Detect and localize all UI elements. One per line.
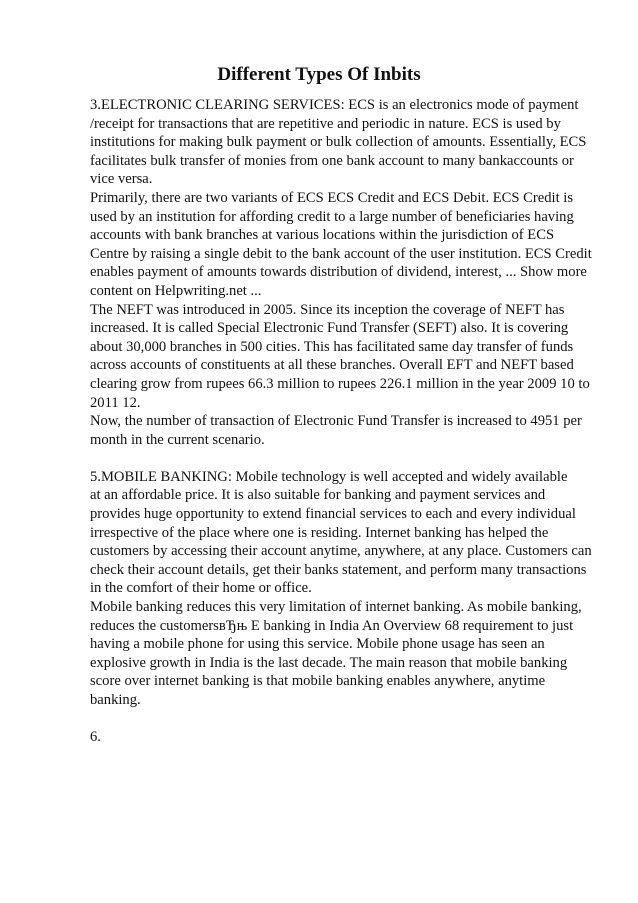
text-line: Mobile banking reduces this very limitation of internet banking. As mobile banking, <box>90 599 582 616</box>
text-line: Primarily, there are two variants of ECS ECS Credit and ECS Debit. ECS Credit is <box>90 189 574 206</box>
text-line: provides huge opportunity to extend financial services to each and every individual <box>90 506 576 523</box>
text-line: facilitates bulk transfer of monies from one bank account to many bankaccounts or <box>90 152 574 169</box>
text-line: explosive growth in India is the last decade. The main reason that mobile banking <box>90 654 568 671</box>
text-line: Now, the number of transaction of Electronic Fund Transfer is increased to 4951 per <box>90 413 582 430</box>
text-line: month in the current scenario. <box>90 431 265 448</box>
text-line: 3.ELECTRONIC CLEARING SERVICES: ECS is an electronics mode of payment <box>90 97 579 113</box>
text-line: 6. <box>90 729 101 746</box>
text-line: irrespective of the place where one is residing. Internet banking has helped the <box>90 524 549 541</box>
text-line: 2011 12. <box>90 394 141 411</box>
text-line: having a mobile phone for using this service. Mobile phone usage has seen an <box>90 636 545 653</box>
section-spacer <box>90 449 600 468</box>
text-section-3 <box>90 728 600 747</box>
text-line: in the comfort of their home or office. <box>90 580 312 597</box>
text-line: 5.MOBILE BANKING: Mobile technology is well accepted and widely available <box>90 468 568 485</box>
text-line: Centre by raising a single debit to the bank account of the user institution. ECS Credit <box>90 245 592 262</box>
text-line: enables payment of amounts towards distribution of dividend, interest, ... Show more <box>90 264 587 281</box>
document-body <box>90 96 600 747</box>
text-section-2 <box>90 468 600 710</box>
text-line: accounts with bank branches at various locations within the jurisdiction of ECS <box>90 227 555 244</box>
section-spacer <box>90 710 600 729</box>
text-line: customers by accessing their account anytime, anywhere, at any place. Customers can <box>90 543 592 560</box>
text-line: used by an institution for affording credit to a large number of beneficiaries having <box>90 208 574 225</box>
text-line: about 30,000 branches in 500 cities. This has facilitated same day transfer of funds <box>90 338 574 355</box>
text-line: banking. <box>90 692 141 708</box>
text-line: across accounts of constituents at all these branches. Overall EFT and NEFT based <box>90 357 574 374</box>
text-line: clearing grow from rupees 66.3 million to rupees 226.1 million in the year 2009 10 to <box>90 375 590 392</box>
text-line: The NEFT was introduced in 2005. Since its inception the coverage of NEFT has <box>90 301 565 318</box>
text-line: vice versa. <box>90 171 153 188</box>
text-line: at an affordable price. It is also suitable for banking and payment services and <box>90 487 546 504</box>
text-line: /receipt for transactions that are repetitive and periodic in nature. ECS is used by <box>90 115 561 132</box>
text-line: check their account details, get their banks statement, and perform many transactions <box>90 561 587 578</box>
text-line: score over internet banking is that mobile banking enables anywhere, anytime <box>90 673 546 690</box>
text-line: institutions for making bulk payment or bulk collection of amounts. Essentially, ECS <box>90 134 587 151</box>
text-section-1 <box>90 96 600 449</box>
text-line: content on Helpwriting.net ... <box>90 282 262 299</box>
text-line: reduces the customersвЂњ E banking in India An Overview 68 requirement to just <box>90 617 574 634</box>
page-title: Different Types Of Inbits <box>217 64 421 85</box>
text-line: increased. It is called Special Electronic Fund Transfer (SEFT) also. It is covering <box>90 320 569 337</box>
